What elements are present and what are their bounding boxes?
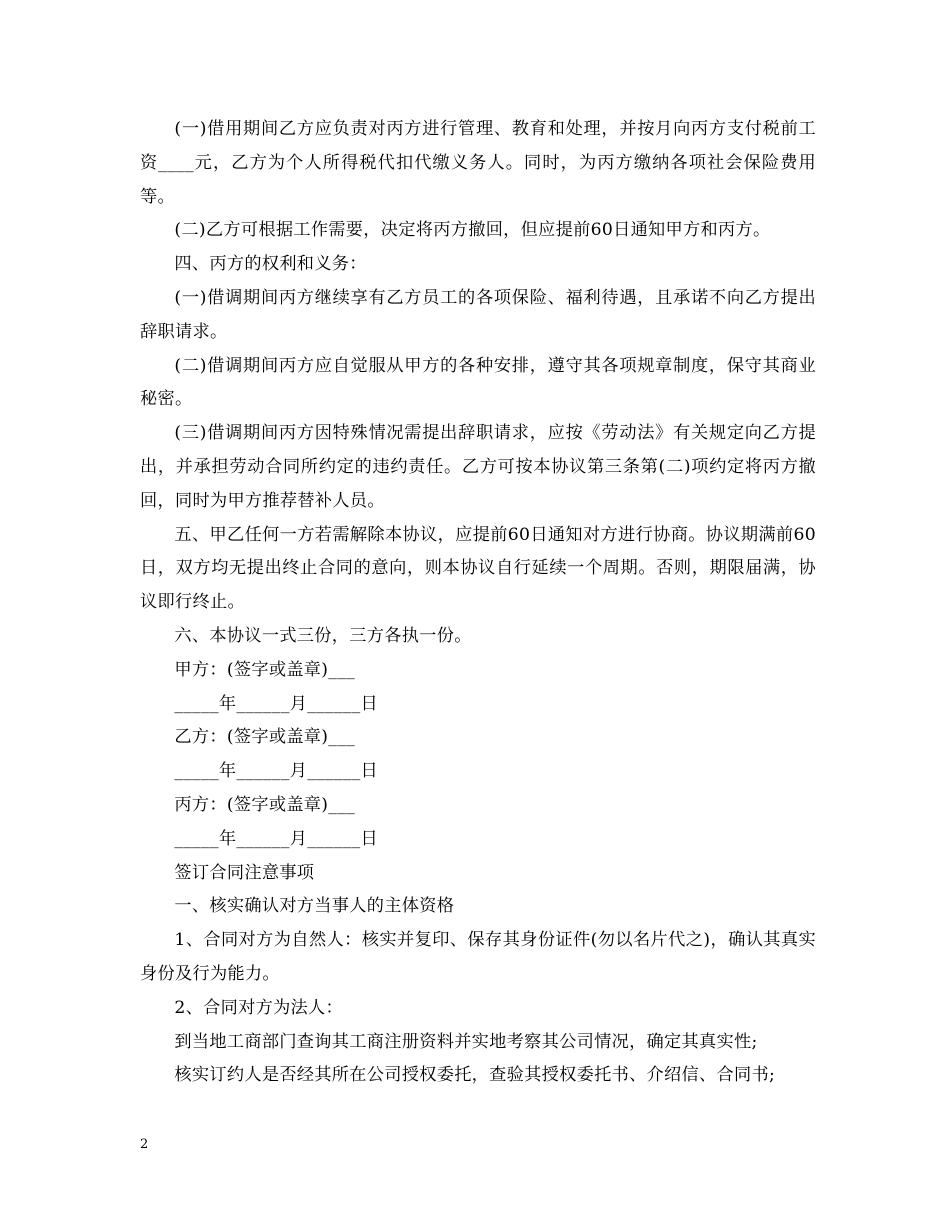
- paragraph-legal-person: 2、合同对方为法人：: [174, 997, 344, 1018]
- paragraph-party-c-obedience: (二)借调期间丙方应自觉服从甲方的各种安排，遵守其各项规章制度，保守其商业秘密。: [140, 355, 816, 410]
- date-line-party-c: _____年______月______日: [174, 828, 379, 849]
- paragraph-termination-clause: 五、甲乙任何一方若需解除本协议，应提前60日通知对方进行协商。协议期满前60日，双方均无提出终止合同的意向，则本协议自行延续一个周期。否则，期限届满，协议即行终止。: [140, 524, 816, 613]
- paragraph-party-c-benefits: (一)借调期间丙方继续享有乙方员工的各项保险、福利待遇，且承诺不向乙方提出辞职请求。: [140, 287, 816, 342]
- signature-line-party-c: 丙方：(签字或盖章)___: [174, 794, 355, 815]
- date-line-party-b: _____年______月______日: [174, 761, 379, 782]
- paragraph-natural-person: 1、合同对方为自然人：核实并复印、保存其身份证件(勿以名片代之)，确认其真实身份及行为能力。: [140, 930, 816, 984]
- paragraph-copies-clause: 六、本协议一式三份，三方各执一份。: [174, 625, 472, 646]
- page-number: 2: [140, 1137, 149, 1152]
- signature-line-party-b: 乙方：(签字或盖章)___: [174, 727, 355, 748]
- document-body: [140, 113, 816, 1093]
- signature-line-party-a: 甲方：(签字或盖章)___: [174, 659, 355, 680]
- paragraph-recall-clause: (二)乙方可根据工作需要，决定将丙方撤回，但应提前60日通知甲方和丙方。: [174, 220, 771, 241]
- section-title-contract-notes: 签订合同注意事项: [174, 862, 315, 883]
- section-heading-party-c-rights: 四、丙方的权利和义务：: [174, 254, 367, 275]
- paragraph-party-c-resignation: (三)借调期间丙方因特殊情况需提出辞职请求，应按《劳动法》有关规定向乙方提出，并承担劳动合同所约定的违约责任。乙方可按本协议第三条第(二)项约定将丙方撤回，同时为甲方推荐替补人员。: [140, 423, 816, 511]
- paragraph-business-registration: 到当地工商部门查询其工商注册资料并实地考察其公司情况，确定其真实性;: [174, 1031, 758, 1052]
- paragraph-salary-clause: (一)借用期间乙方应负责对丙方进行管理、教育和处理，并按月向丙方支付税前工资____元，乙方为个人所得税代扣代缴义务人。同时，为丙方缴纳各项社会保险费用等。: [140, 119, 816, 207]
- date-line-party-a: _____年______月______日: [174, 693, 379, 714]
- section-heading-verify-subject: 一、核实确认对方当事人的主体资格: [174, 896, 455, 917]
- paragraph-authorization-check: 核实订约人是否经其所在公司授权委托，查验其授权委托书、介绍信、合同书;: [174, 1065, 776, 1086]
